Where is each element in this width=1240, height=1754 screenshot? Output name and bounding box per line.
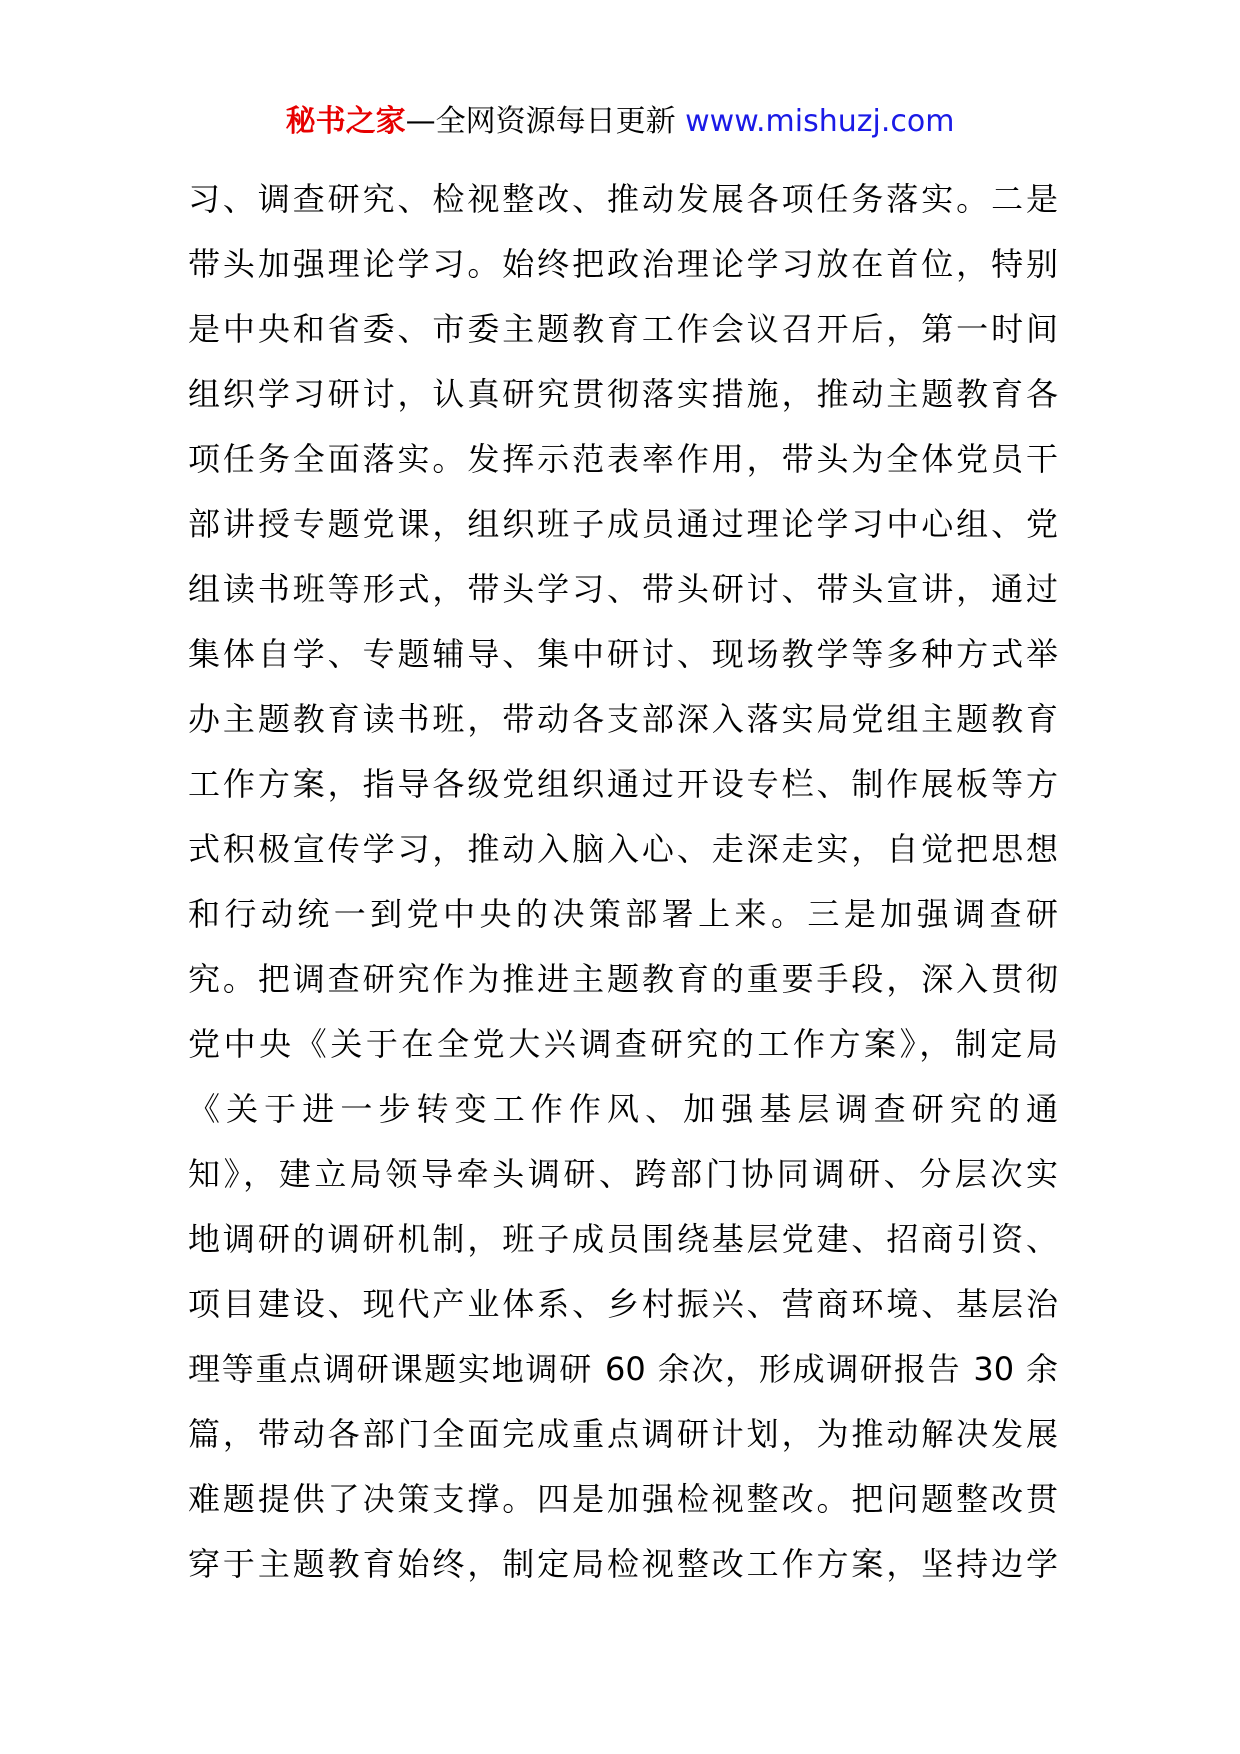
document-body xyxy=(188,167,1058,1597)
text-line: 项目建设、现代产业体系、乡村振兴、营商环境、基层治 xyxy=(188,1285,1058,1323)
text-line: 难题提供了决策支撑。四是加强检视整改。把问题整改贯 xyxy=(188,1480,1058,1518)
text-line: 篇，带动各部门全面完成重点调研计划，为推动解决发展 xyxy=(188,1415,1058,1453)
header-tagline: —全网资源每日更新 xyxy=(405,104,686,139)
text-line: 工作方案，指导各级党组织通过开设专栏、制作展板等方 xyxy=(188,765,1058,803)
text-line: 党中央《关于在全党大兴调查研究的工作方案》，制定局 xyxy=(188,1025,1058,1063)
text-line: 部讲授专题党课，组织班子成员通过理论学习中心组、党 xyxy=(188,505,1058,543)
text-line: 《关于进一步转变工作作风、加强基层调查研究的通 xyxy=(188,1090,1058,1128)
text-line: 组织学习研讨，认真研究贯彻落实措施，推动主题教育各 xyxy=(188,375,1058,413)
text-line: 办主题教育读书班，带动各支部深入落实局党组主题教育 xyxy=(188,700,1058,738)
text-line: 带头加强理论学习。始终把政治理论学习放在首位，特别 xyxy=(188,245,1058,283)
text-line: 项任务全面落实。发挥示范表率作用，带头为全体党员干 xyxy=(188,440,1058,478)
page-header xyxy=(0,100,1240,144)
text-line: 集体自学、专题辅导、集中研讨、现场教学等多种方式举 xyxy=(188,635,1058,673)
text-line: 地调研的调研机制，班子成员围绕基层党建、招商引资、 xyxy=(188,1220,1058,1258)
text-line: 式积极宣传学习，推动入脑入心、走深走实，自觉把思想 xyxy=(188,830,1058,868)
text-line: 组读书班等形式，带头学习、带头研讨、带头宣讲，通过 xyxy=(188,570,1058,608)
text-line: 理等重点调研课题实地调研 60 余次，形成调研报告 30 余 xyxy=(188,1350,1058,1388)
text-line: 习、调查研究、检视整改、推动发展各项任务落实。二是 xyxy=(188,180,1058,218)
site-url-link[interactable]: www.mishuzj.com xyxy=(685,104,955,139)
brand-name: 秘书之家 xyxy=(285,104,406,139)
text-line: 是中央和省委、市委主题教育工作会议召开后，第一时间 xyxy=(188,310,1058,348)
text-line: 和行动统一到党中央的决策部署上来。三是加强调查研 xyxy=(188,895,1058,933)
text-line: 究。把调查研究作为推进主题教育的重要手段，深入贯彻 xyxy=(188,960,1058,998)
text-line: 知》，建立局领导牵头调研、跨部门协同调研、分层次实 xyxy=(188,1155,1058,1193)
text-line: 穿于主题教育始终，制定局检视整改工作方案，坚持边学 xyxy=(188,1545,1058,1583)
